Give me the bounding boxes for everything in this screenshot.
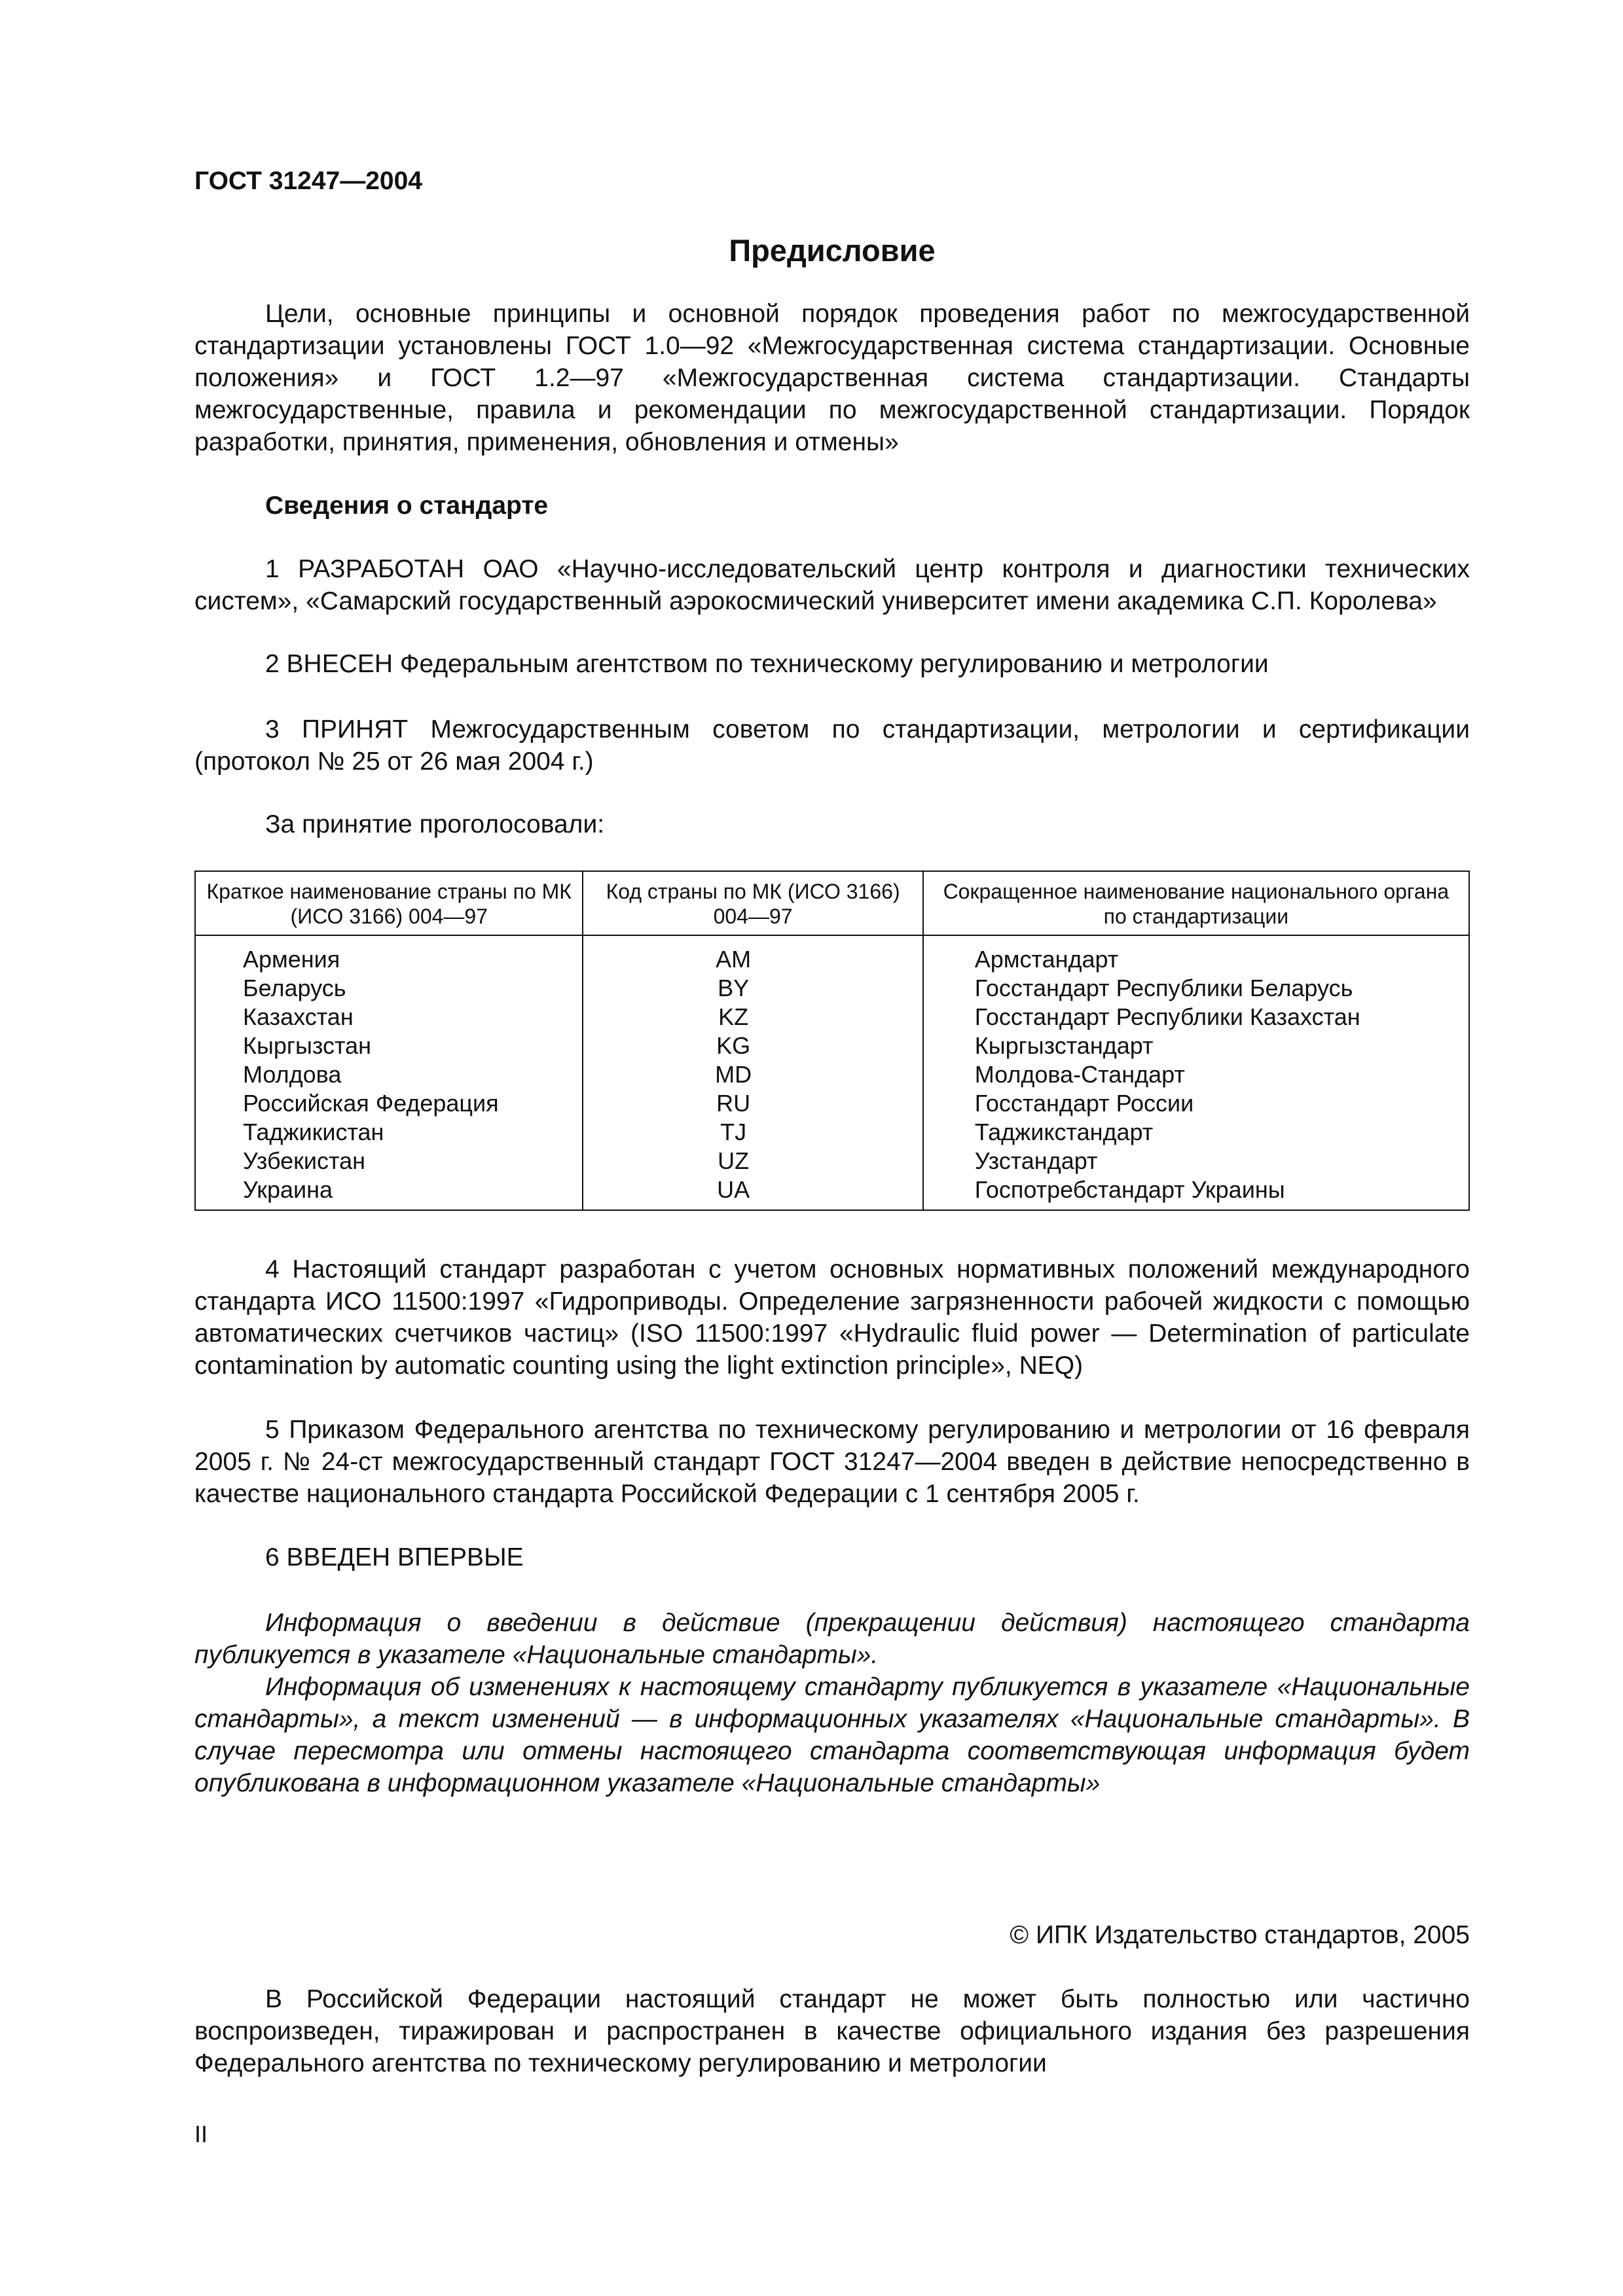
table-row xyxy=(195,1147,1469,1175)
national-body: Таджикстандарт xyxy=(974,1119,1154,1145)
standard-code: ГОСТ 31247—2004 xyxy=(194,167,422,195)
national-body: Узстандарт xyxy=(974,1147,1098,1174)
country-name: Армения xyxy=(243,946,340,973)
section-heading: Сведения о стандарте xyxy=(265,492,549,520)
national-body: Госстандарт Республики Казахстан xyxy=(974,1003,1360,1030)
item-1-developed: 1 РАЗРАБОТАН ОАО «Научно-исследовательский центр контроля и диагностики технических систем», «Самарский государственный аэрокосмический университет имени академика С.П. Королева» xyxy=(194,555,1470,615)
vote-intro: За принятие проголосовали: xyxy=(265,810,605,838)
country-code: UZ xyxy=(718,1147,750,1174)
info-changes: Информация об изменениях к настоящему стандарту публикуется в указателе «Национальные стандарты», а текст изменений — в информационных указателях «Национальные стандарты». В случае пересмотра или отмены настоящего стандарта соответствующая информация будет опубликована в информационном указателе «Национальные стандарты» xyxy=(194,1673,1470,1797)
table-row xyxy=(195,945,1469,974)
header-national-body: Сокращенное наименование национального органа по стандартизации xyxy=(923,871,1469,935)
country-code: TJ xyxy=(720,1119,747,1145)
item-5-order: 5 Приказом Федерального агентства по техническому регулированию и метрологии от 16 февраля 2005 г. № 24-ст межгосударственный стандарт ГОСТ 31247—2004 введен в действие непосредственно в качестве национального стандарта Российской Федерации с 1 сентября 2005 г. xyxy=(194,1416,1470,1508)
item-2-introduced: 2 ВНЕСЕН Федеральным агентством по техническому регулированию и метрологии xyxy=(265,650,1269,678)
header-country-name: Краткое наименование страны по МК (ИСО 3166) 004—97 xyxy=(195,871,583,935)
national-body: Госстандарт Республики Беларусь xyxy=(974,975,1353,1001)
country-name: Таджикистан xyxy=(243,1119,384,1145)
country-code: BY xyxy=(718,975,750,1001)
national-body: Госстандарт России xyxy=(974,1090,1194,1117)
page-number: II xyxy=(194,2121,208,2147)
voting-table xyxy=(194,870,1470,1211)
country-code: KG xyxy=(716,1032,751,1059)
table-row xyxy=(195,1060,1469,1089)
header-country-code: Код страны по МК (ИСО 3166) 004—97 xyxy=(583,871,922,935)
country-name: Молдова xyxy=(243,1061,342,1088)
item-3-adopted: 3 ПРИНЯТ Межгосударственным советом по стандартизации, метрологии и сертификации (протокол № 25 от 26 мая 2004 г.) xyxy=(194,715,1470,776)
table-row xyxy=(195,1089,1469,1118)
table-row xyxy=(195,974,1469,1003)
national-body: Кыргызстандарт xyxy=(974,1032,1154,1059)
country-name: Украина xyxy=(243,1176,333,1203)
country-code: MD xyxy=(715,1061,752,1088)
country-code: UA xyxy=(717,1176,750,1203)
country-name: Узбекистан xyxy=(243,1147,366,1174)
table-row xyxy=(195,1118,1469,1147)
national-body: Армстандарт xyxy=(974,946,1119,973)
table-row xyxy=(195,1175,1469,1210)
table-row xyxy=(195,1031,1469,1060)
intro-paragraph: Цели, основные принципы и основной порядок проведения работ по межгосударственной стандартизации установлены ГОСТ 1.0—92 «Межгосударственная система стандартизации. Основные положения» и ГОСТ 1.2—97 «Межгосударственная система стандартизации. Стандарты межгосударственные, правила и рекомендации по межгосударственной стандартизации. Порядок разработки, принятия, применения, обновления и отмены» xyxy=(194,300,1470,456)
info-publication: Информация о введении в действие (прекращении действия) настоящего стандарта публикуется в указателе «Национальные стандарты». xyxy=(194,1609,1470,1669)
item-4-basis: 4 Настоящий стандарт разработан с учетом основных нормативных положений международного стандарта ИСО 11500:1997 «Гидроприводы. Определение загрязненности рабочей жидкости с помощью автоматических счетчиков частиц» (ISO 11500:1997 «Hydraulic fluid power — Determination of particulate contamination by automatic counting using the light extinction principle», NEQ) xyxy=(194,1255,1470,1380)
table-row xyxy=(195,1003,1469,1031)
country-name: Российская Федерация xyxy=(243,1090,499,1117)
copyright: © ИПК Издательство стандартов, 2005 xyxy=(1010,1921,1470,1949)
reproduction-notice: В Российской Федерации настоящий стандарт не может быть полностью или частично воспроизведен, тиражирован и распространен в качестве официального издания без разрешения Федерального агентства по техническому регулированию и метрологии xyxy=(194,1985,1470,2077)
country-name: Казахстан xyxy=(243,1003,354,1030)
country-code: KZ xyxy=(718,1003,749,1030)
item-6-first-introduced: 6 ВВЕДЕН ВПЕРВЫЕ xyxy=(265,1543,524,1571)
national-body: Госпотребстандарт Украины xyxy=(974,1176,1285,1203)
country-name: Кыргызстан xyxy=(243,1032,371,1059)
country-name: Беларусь xyxy=(243,975,346,1001)
national-body: Молдова-Стандарт xyxy=(974,1061,1185,1088)
country-code: AM xyxy=(716,946,752,973)
country-code: RU xyxy=(716,1090,751,1117)
page-title: Предисловие xyxy=(729,233,936,268)
table-header-row xyxy=(195,871,1469,935)
